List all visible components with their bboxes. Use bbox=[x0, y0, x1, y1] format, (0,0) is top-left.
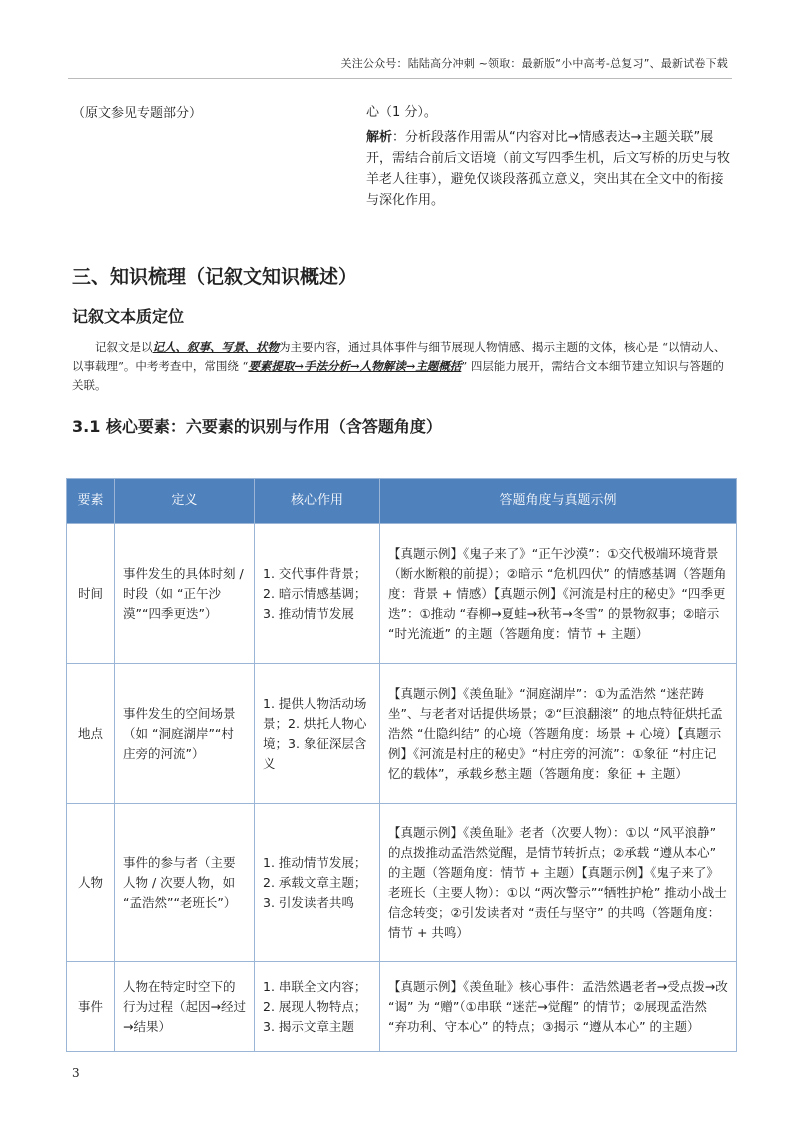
para-emphasis-2: 要素提取→手法分析→人物解读→主题概括 bbox=[248, 359, 462, 373]
answer-tail: 心（1 分）。 bbox=[366, 105, 437, 120]
page-header: 关注公众号：陆陆高分冲刺 ~领取：最新版“小中高考-总复习”、最新试卷下载 bbox=[340, 57, 728, 70]
cell-function: 1. 串联全文内容；2. 展现人物特点；3. 揭示文章主题 bbox=[255, 962, 380, 1052]
cell-example: 【真题示例】《鬼子来了》“正午沙漠”：①交代极端环境背景（断水断粮的前提）；②暗示 “危机四伏” 的情感基调（答题角度：背景 + 情感）【真题示例】《河流是村庄的秘史》“四季更迭”：①推动 “春柳→夏蛙→秋苇→冬雪” 的景物叙事；②暗示 “时光流逝” 的主题（答题角度：情节 + 主题） bbox=[380, 524, 737, 664]
cell-definition: 事件发生的具体时刻 / 时段（如 “正午沙漠”“四季更迭”） bbox=[115, 524, 255, 664]
cell-example: 【真题示例】《羡鱼耻》“洞庭湖岸”：①为孟浩然 “迷茫踌坐”、与老者对话提供场景；②“巨浪翻滚” 的地点特征烘托孟浩然 “仕隐纠结” 的心境（答题角度：场景 + 心境）【真题示例】《河流是村庄的秘史》“村庄旁的河流”：①象征 “村庄记忆的载体”，承载乡愁主题（答题角度：象征 + 主题） bbox=[380, 664, 737, 804]
para-emphasis-1: 记人、叙事、写景、状物 bbox=[152, 340, 279, 354]
cell-function: 1. 交代事件背景；2. 暗示情感基调；3. 推动情节发展 bbox=[255, 524, 380, 664]
subsection-title: 记叙文本质定位 bbox=[72, 307, 185, 326]
analysis-paragraph bbox=[366, 127, 736, 211]
cell-element: 地点 bbox=[67, 664, 115, 804]
header-function: 核心作用 bbox=[255, 479, 380, 524]
analysis-text: ：分析段落作用需从“内容对比→情感表达→主题关联”展开，需结合前后文语境（前文写四季生机，后文写桥的历史与牧羊老人往事），避免仅谈段落孤立意义，突出其在全文中的衔接与深化作用。 bbox=[366, 130, 731, 208]
cell-example: 【真题示例】《羡鱼耻》核心事件：孟浩然遇老者→受点拨→改 “谒” 为 “赠”（①串联 “迷茫→觉醒” 的情节；②展现孟浩然 “弃功利、守本心” 的特点；③揭示 “遵从本心” 的主题） bbox=[380, 962, 737, 1052]
cell-function: 1. 提供人物活动场景；2. 烘托人物心境；3. 象征深层含义 bbox=[255, 664, 380, 804]
header-definition: 定义 bbox=[115, 479, 255, 524]
cell-definition: 事件发生的空间场景（如 “洞庭湖岸”“村庄旁的河流”） bbox=[115, 664, 255, 804]
header-divider bbox=[68, 78, 732, 79]
cell-example: 【真题示例】《羡鱼耻》老者（次要人物）：①以 “风平浪静” 的点拨推动孟浩然觉醒，是情节转折点；②承载 “遵从本心” 的主题（答题角度：情节 + 主题）【真题示例】《鬼子来了》老班长（主要人物）：①以 “两次警示”“牺牲护枪” 推动小战士信念转变；②引发读者对 “责任与坚守” 的共鸣（答题角度：情节 + 共鸣） bbox=[380, 804, 737, 962]
elements-table bbox=[66, 478, 737, 1052]
table-row bbox=[67, 664, 737, 804]
cell-definition: 人物在特定时空下的行为过程（起因→经过→结果） bbox=[115, 962, 255, 1052]
source-reference: （原文参见专题部分） bbox=[72, 106, 203, 121]
analysis-label: 解析 bbox=[366, 130, 393, 145]
table-row bbox=[67, 962, 737, 1052]
cell-element: 人物 bbox=[67, 804, 115, 962]
table-row bbox=[67, 804, 737, 962]
table-header-row bbox=[67, 479, 737, 524]
definition-paragraph bbox=[72, 338, 732, 395]
cell-element: 事件 bbox=[67, 962, 115, 1052]
para-text-b: 为主要内容，通过具体事件与细节展现人物情感、揭示主题的文体，核心是 “以情动人、以事载理”。中考考查中，常围绕 “ bbox=[72, 340, 726, 373]
subsection-title-3-1: 3.1 核心要素：六要素的识别与作用（含答题角度） bbox=[72, 417, 442, 436]
cell-function: 1. 推动情节发展；2. 承载文章主题；3. 引发读者共鸣 bbox=[255, 804, 380, 962]
para-text-c: ” 四层能力展开，需结合文本细节建立知识与答题的关联。 bbox=[72, 359, 724, 392]
cell-definition: 事件的参与者（主要人物 / 次要人物，如 “孟浩然”“老班长”） bbox=[115, 804, 255, 962]
table-row bbox=[67, 524, 737, 664]
cell-element: 时间 bbox=[67, 524, 115, 664]
header-example: 答题角度与真题示例 bbox=[380, 479, 737, 524]
section-title: 三、知识梳理（记叙文知识概述） bbox=[72, 266, 358, 288]
page-number: 3 bbox=[72, 1066, 80, 1080]
para-text-a: 记叙文是以 bbox=[95, 340, 153, 354]
answer-block bbox=[366, 102, 736, 215]
header-element: 要素 bbox=[67, 479, 115, 524]
